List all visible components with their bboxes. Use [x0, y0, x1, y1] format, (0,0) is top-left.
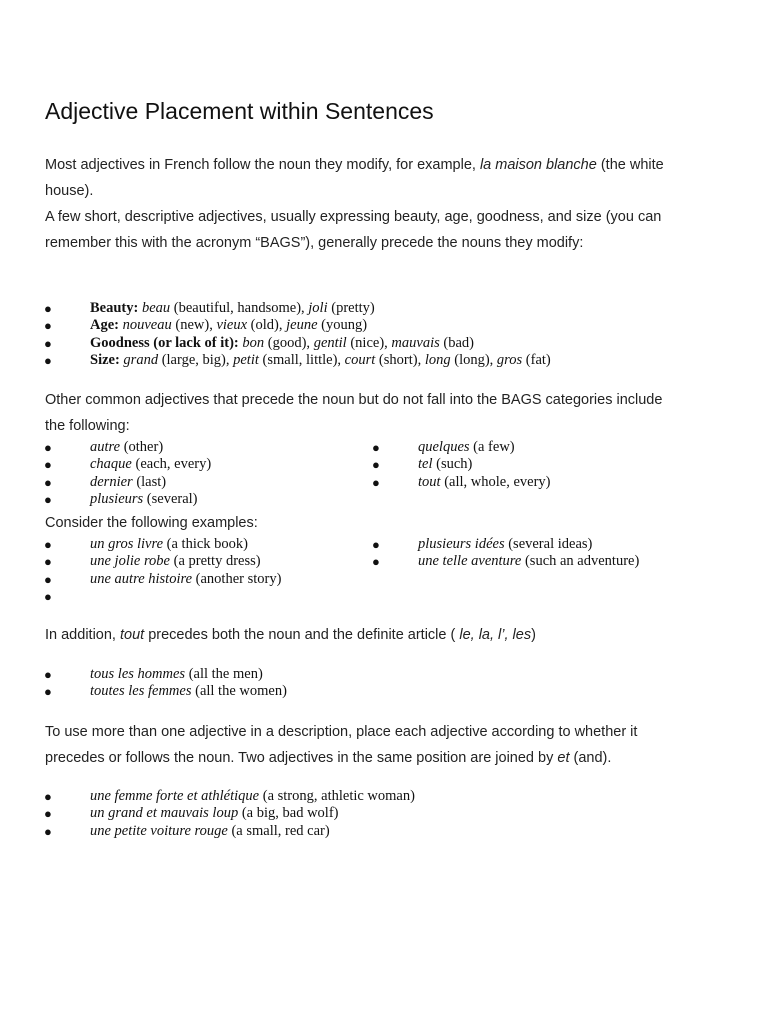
list-item	[44, 536, 281, 553]
en-gloss: (a big, bad wolf)	[238, 805, 339, 822]
bullet: ●	[44, 588, 52, 604]
intro-paragraph-1	[45, 152, 685, 204]
tout-paragraph	[45, 622, 685, 648]
fr-word: grand	[123, 351, 159, 368]
en-gloss: (old),	[247, 317, 287, 334]
tout-word: tout	[119, 627, 145, 643]
fr-word: plusieurs idées	[418, 536, 505, 552]
bullet: ●	[44, 457, 52, 473]
list-item	[44, 439, 211, 456]
fr-word: quelques	[418, 439, 470, 455]
en-gloss: (short),	[375, 351, 425, 368]
bags-list	[44, 300, 551, 369]
fr-word: une autre histoire	[90, 570, 193, 587]
fr-word: joli	[308, 300, 328, 316]
fr-word: une telle aventure	[418, 553, 522, 570]
list-item	[44, 456, 212, 473]
en-gloss: (several)	[143, 490, 198, 507]
fr-word: gentil	[313, 334, 347, 351]
en-gloss: (a thick book)	[163, 536, 248, 552]
multi-list	[44, 788, 415, 840]
en-gloss: (fat)	[522, 351, 551, 368]
en-gloss: (large, big),	[158, 351, 234, 368]
bullet: ●	[44, 440, 52, 455]
multi-adjective-paragraph	[45, 719, 665, 771]
other-intro-paragraph: Other common adjectives that precede the noun but do not fall into the BAGS categories include the following:	[45, 392, 663, 434]
fr-word: plusieurs	[90, 490, 144, 507]
page-title: Adjective Placement within Sentences	[45, 98, 434, 124]
tout-list	[44, 666, 287, 701]
list-item	[372, 473, 551, 491]
fr-word: long	[424, 351, 451, 368]
en-gloss: (bad)	[439, 334, 474, 351]
fr-word: toutes les femmes	[90, 683, 192, 700]
bullet: ●	[44, 352, 52, 368]
bullet: ●	[372, 440, 380, 455]
en-gloss: (young)	[317, 317, 368, 334]
fr-word: autre	[90, 439, 121, 455]
list-item	[372, 536, 639, 553]
bullet: ●	[44, 301, 52, 316]
list-item	[44, 317, 551, 334]
en-gloss: (other)	[120, 439, 164, 455]
bullet: ●	[44, 491, 52, 507]
bullet: ●	[44, 554, 52, 570]
en-gloss: (such)	[432, 456, 473, 473]
en-gloss: (nice),	[346, 334, 392, 351]
en-gloss: (another story)	[192, 570, 282, 587]
en-gloss: (last)	[132, 473, 167, 490]
list-item	[372, 553, 640, 570]
bullet: ●	[44, 335, 52, 351]
fr-word: dernier	[90, 473, 133, 490]
bullet: ●	[44, 571, 52, 587]
other-list-left	[44, 439, 212, 508]
tout-text-b: precedes both the noun and the definite article (	[144, 627, 460, 643]
fr-word: bon	[242, 334, 265, 351]
bags-label: Size:	[90, 351, 120, 368]
list-item	[44, 300, 551, 317]
consider-paragraph: Consider the following examples:	[45, 515, 258, 531]
en-gloss: (such an adventure)	[521, 553, 640, 570]
other-list-right	[372, 439, 551, 491]
list-item	[44, 490, 211, 508]
multi-text-a: To use more than one adjective in a description, place each adjective according to whether it precedes or follows the noun. Two adjectives in the same position are joined by	[45, 724, 638, 766]
en-gloss: (several ideas)	[504, 536, 593, 552]
bullet: ●	[44, 806, 52, 822]
fr-word: tous les hommes	[90, 666, 186, 682]
bullet: ●	[372, 474, 380, 490]
en-gloss: (long),	[450, 351, 497, 368]
fr-word: vieux	[216, 317, 248, 334]
en-gloss: (beautiful, handsome),	[170, 300, 309, 316]
fr-word: beau	[141, 300, 171, 316]
list-item	[44, 570, 282, 588]
bags-label: Age:	[90, 317, 119, 334]
tout-text-a: In addition,	[45, 627, 120, 643]
fr-word: un grand et mauvais loup	[90, 805, 239, 822]
fr-word: tout	[418, 473, 441, 490]
en-gloss: (pretty)	[327, 300, 375, 316]
bags-label: Goodness (or lack of it):	[90, 334, 239, 351]
intro1-example: la maison blanche	[479, 157, 597, 173]
list-item	[44, 788, 415, 805]
en-gloss: (all the women)	[191, 683, 287, 700]
fr-word: jeune	[286, 317, 318, 334]
bullet: ●	[44, 667, 52, 682]
list-item	[44, 334, 551, 352]
list-item	[44, 666, 287, 683]
multi-text-b: (and).	[569, 750, 612, 766]
bullet: ●	[44, 318, 52, 334]
fr-word: un gros livre	[90, 536, 164, 552]
en-gloss: (a few)	[469, 439, 515, 455]
en-gloss: (a pretty dress)	[170, 553, 261, 570]
intro1-text-b: (the white house).	[45, 157, 664, 199]
bullet: ●	[372, 537, 380, 552]
fr-word: nouveau	[122, 317, 172, 334]
en-gloss: (all the men)	[185, 666, 263, 682]
en-gloss: (good),	[264, 334, 314, 351]
list-item	[372, 439, 550, 456]
list-item	[44, 351, 551, 369]
fr-word: gros	[496, 351, 523, 368]
bags-label: Beauty:	[90, 300, 139, 316]
list-item	[44, 473, 211, 491]
list-item	[44, 553, 281, 570]
en-gloss: (small, little),	[258, 351, 345, 368]
et-word: et	[557, 750, 570, 766]
en-gloss: (all, whole, every)	[440, 473, 551, 490]
list-item	[44, 588, 281, 605]
list-item	[44, 805, 415, 822]
fr-word: petit	[233, 351, 259, 368]
examples-list-left	[44, 536, 282, 605]
list-item	[44, 822, 415, 840]
fr-word: une femme forte et athlétique	[90, 788, 260, 804]
en-gloss: (new),	[171, 317, 217, 334]
en-gloss: (a strong, athletic woman)	[259, 788, 415, 804]
en-gloss: (a small, red car)	[227, 822, 330, 839]
list-item	[372, 456, 550, 473]
examples-list-right	[372, 536, 640, 571]
articles-list: le, la, l’, les	[459, 627, 532, 643]
bullet: ●	[44, 537, 52, 552]
bullet: ●	[44, 789, 52, 804]
bullet: ●	[44, 684, 52, 700]
fr-word: une jolie robe	[90, 553, 170, 570]
fr-word: chaque	[90, 456, 132, 473]
fr-word: court	[344, 351, 376, 368]
bullet: ●	[44, 823, 52, 839]
bullet: ●	[372, 554, 380, 570]
intro1-text-a: Most adjectives in French follow the noun they modify, for example,	[45, 157, 480, 173]
bullet: ●	[44, 474, 52, 490]
tout-text-c: )	[531, 627, 536, 643]
intro-paragraph-2: A few short, descriptive adjectives, usually expressing beauty, age, goodness, and size (you can remember this with the acronym “BAGS”), generally precede the nouns they modify:	[45, 209, 662, 251]
bullet: ●	[372, 457, 380, 473]
fr-word: une petite voiture rouge	[90, 822, 228, 839]
fr-word: tel	[418, 456, 433, 473]
fr-word: mauvais	[391, 334, 440, 351]
list-item	[44, 683, 287, 700]
en-gloss: (each, every)	[131, 456, 212, 473]
